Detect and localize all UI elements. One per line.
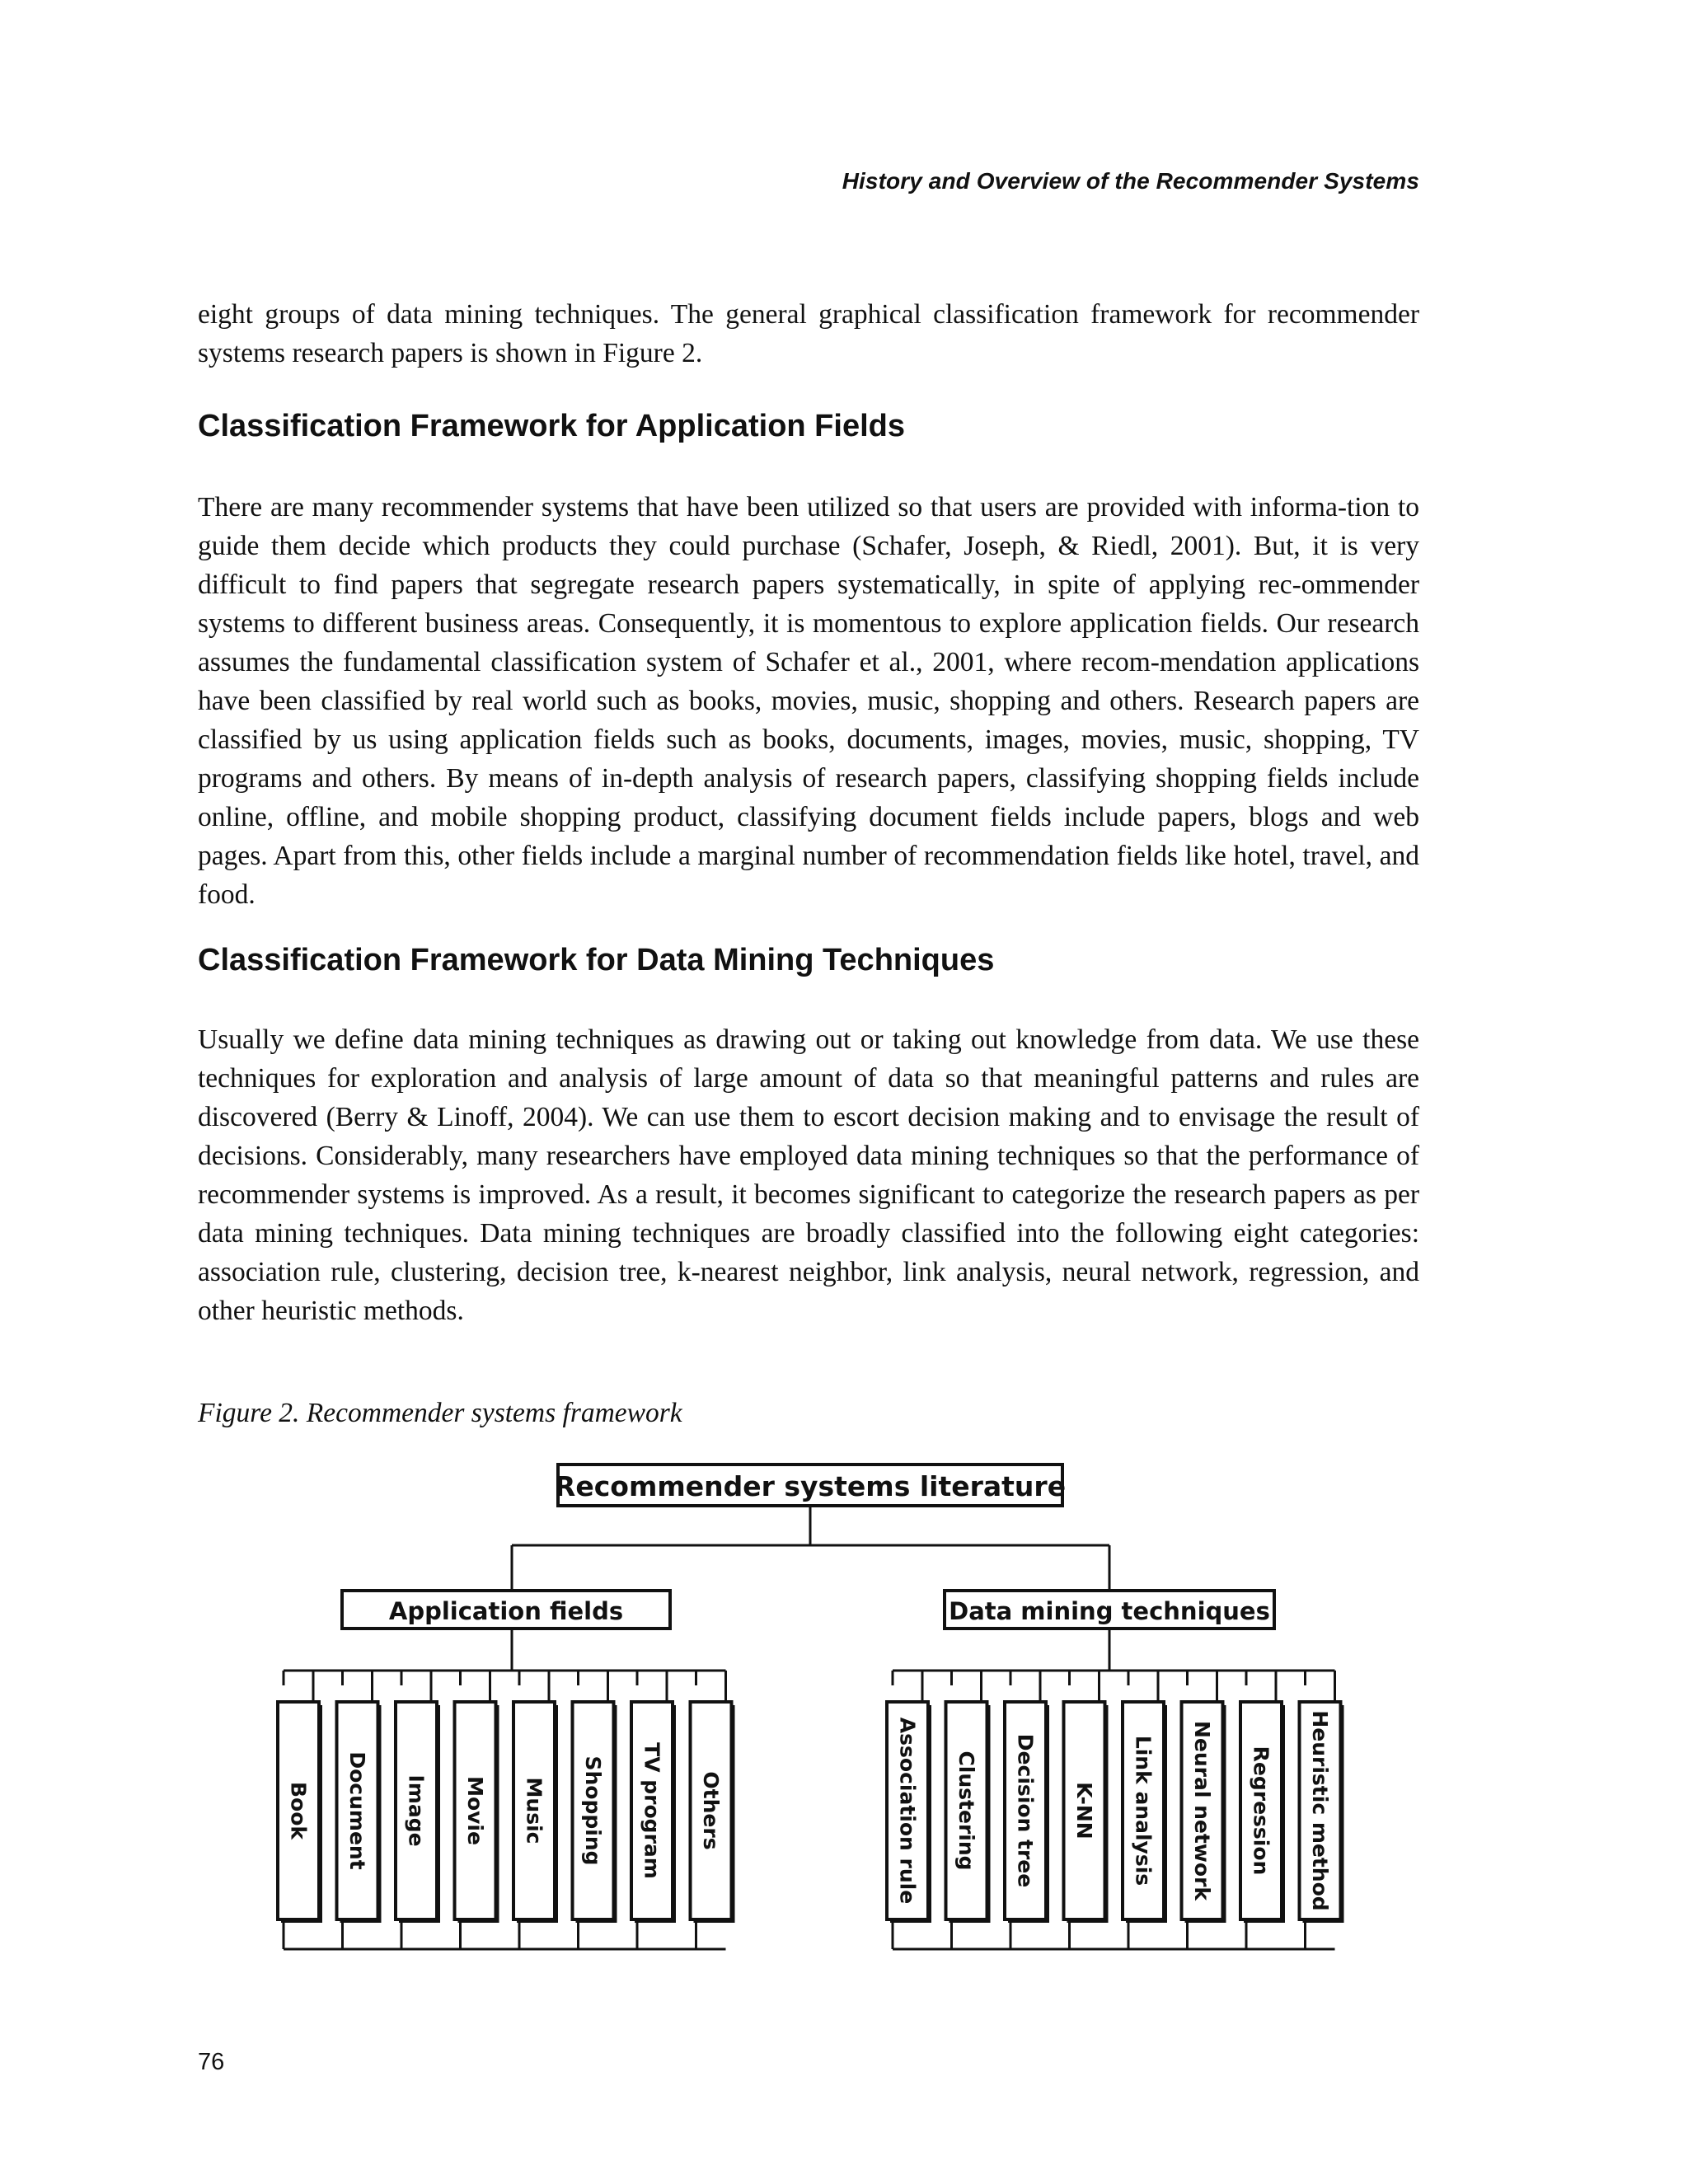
leaf-label-others: Others [699,1771,723,1850]
application-fields-paragraph: There are many recommender systems that have been utilized so that users are provided with informa-tion to guide them decide which products they could purchase (Schafer, Joseph, & Riedl, 2001). But, it is very difficult to find papers that segregate research papers systematically, in spite of applying rec-ommender systems to different business areas. Consequently, it is momentous to explore application fields. Our research assumes the fundamental classification system of Schafer et al., 2001, where recom-mendation applications have been classified by real world such as books, movies, music, shopping and others. Research papers are classified by us using application fields such as books, documents, images, movies, music, shopping, TV programs and others. By means of in-depth analysis of research papers, classifying shopping fields include online, offline, and mobile shopping product, classifying document fields include papers, blogs and web pages. Apart from this, other fields include a marginal number of recommendation fields like hotel, travel, and food. [198,492,1419,910]
leaf-label-book: Book [286,1781,311,1840]
intro-paragraph: eight groups of data mining techniques. The general graphical classification framework for recommender systems research papers is shown in Figure 2. [198,299,1419,368]
leaf-label-shopping: Shopping [581,1755,605,1866]
leaf-label-document: Document [345,1751,369,1870]
leaf-label-k-nn: K-NN [1072,1782,1096,1840]
branch-label-data-mining: Data mining techniques [949,1597,1270,1625]
branch-label-application-fields: Application fields [388,1597,624,1625]
page-number: 76 [198,2049,225,2075]
figure-caption: Figure 2. Recommender systems framework [198,1398,682,1428]
leaf-label-heuristic-method: Heuristic method [1308,1710,1332,1911]
leaf-label-tv-program: TV program [640,1742,664,1879]
leaf-label-clustering: Clustering [954,1750,978,1871]
data-mining-paragraph: Usually we define data mining techniques as drawing out or taking out knowledge from data. We use these techniques for exploration and analysis of large amount of data so that meaningful patterns and rules are discovered (Berry & Linoff, 2004). We can use them to escort decision making and to envisage the result of decisions. Considerably, many researchers have employed data mining techniques so that the performance of recommender systems is improved. As a result, it becomes significant to categorize the research papers as per data mining techniques. Data mining techniques are broadly classified into the following eight categories: association rule, clustering, decision tree, k-nearest neighbor, link analysis, neural network, regression, and other heuristic methods. [198,1024,1419,1326]
leaf-label-association-rule: Association rule [895,1717,920,1905]
running-head: History and Overview of the Recommender Systems [842,168,1419,194]
root-node-label: Recommender systems literature [554,1470,1067,1502]
leaf-layer [278,1629,1344,1949]
leaf-label-music: Music [522,1777,546,1844]
leaf-label-image: Image [404,1774,429,1847]
section-heading-data-mining: Classification Framework for Data Mining Techniques [198,943,995,977]
root-connectors [512,1506,1109,1591]
leaf-label-movie: Movie [463,1776,487,1845]
leaf-label-link-analysis: Link analysis [1131,1735,1156,1886]
leaf-label-decision-tree: Decision tree [1013,1733,1038,1888]
leaf-label-neural-network: Neural network [1190,1720,1214,1901]
leaf-label-regression: Regression [1249,1746,1273,1876]
section-heading-application-fields: Classification Framework for Application Fields [198,409,905,443]
